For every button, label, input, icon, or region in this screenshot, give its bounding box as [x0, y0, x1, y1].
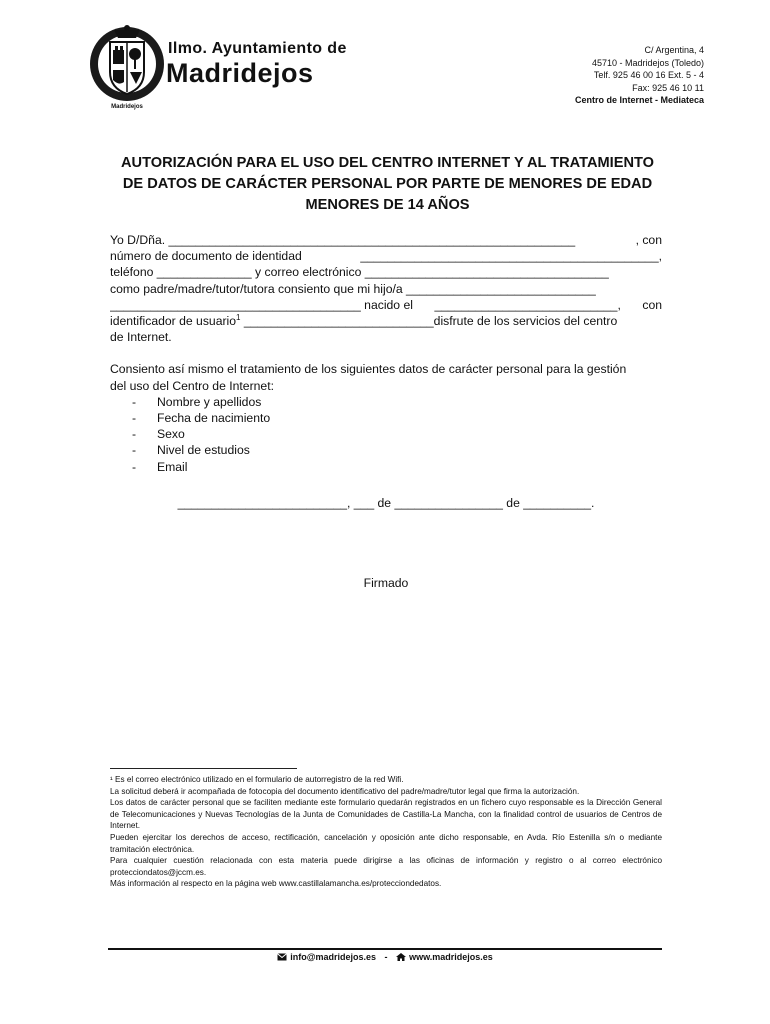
address-city: 45710 - Madridejos (Toledo) — [591, 57, 704, 68]
crest-label: Madridejos — [111, 104, 143, 110]
form-line-user-id — [110, 313, 662, 329]
address-block — [464, 44, 704, 107]
org-name: Madridejos — [166, 58, 314, 88]
phone-email-field[interactable]: teléfono ______________ y correo electrónico ____________________________________ — [110, 265, 609, 280]
footer-website-link[interactable]: www.madridejos.es — [409, 952, 493, 962]
signature-label: Firmado — [363, 576, 409, 590]
bullet-dash: - — [132, 459, 137, 474]
list-item-label: Nombre y apellidos — [157, 394, 262, 409]
form-text: de Internet. — [110, 330, 172, 345]
form-text: identificador de usuario — [110, 314, 237, 329]
footnote-2: La solicitud deberá ir acompañada de fotocopia del documento identificativo del padre/madre/tutor legal que firma la autorización. — [110, 786, 580, 796]
list-item — [110, 410, 662, 426]
footnote-3: Los datos de carácter personal que se faciliten mediante este formulario quedarán registrados en un fichero cuyo responsable es la Dirección General de Telecomunicaciones y Nuevas Tecnologías de la Junta de Comunidades de Castilla-La Mancha, con la finalidad control de usuarios de Centros de Internet. — [110, 798, 662, 831]
guardian-name-field[interactable]: Yo D/Dña. ____________________________________________________________ — [110, 233, 576, 247]
consent-text: del uso del Centro de Internet: — [110, 378, 274, 393]
list-item-label: Email — [157, 459, 188, 474]
id-document-field[interactable]: ____________________________________________, — [360, 249, 662, 264]
footer-divider — [108, 948, 662, 950]
footnote-divider — [110, 768, 297, 769]
address-street: C/ Argentina, 4 — [644, 45, 704, 55]
child-name-continued-field[interactable]: _____________________________________ nacido el — [110, 297, 413, 312]
title-line-1: AUTORIZACIÓN PARA EL USO DEL CENTRO INTERNET Y AL TRATAMIENTO — [121, 155, 654, 171]
bullet-dash: - — [132, 411, 137, 426]
coat-of-arms-icon — [88, 20, 166, 116]
footnote-5: Para cualquier cuestión relacionada con esta materia puede dirigirse a las oficinas de información y registro o al correo electrónico protecciondatos@jccm.es. — [110, 856, 662, 877]
form-text: , con — [635, 233, 662, 247]
document-title — [100, 153, 675, 216]
footer-separator: - — [384, 952, 388, 962]
org-subtitle: Ilmo. Ayuntamiento de — [168, 40, 347, 57]
form-line-birth — [110, 297, 662, 313]
title-line-2: DE DATOS DE CARÁCTER PERSONAL POR PARTE DE MENORES DE EDAD — [122, 176, 653, 192]
list-item — [110, 459, 662, 475]
list-item-label: Sexo — [157, 427, 185, 442]
footer-contact — [108, 952, 662, 962]
list-item-label: Nivel de estudios — [157, 443, 250, 458]
footnote-4: Pueden ejercitar los derechos de acceso, rectificación, cancelación y oposición ante dicho responsable, en Avda. Río Estenilla s/n o mediante tramitación electrónica. — [110, 832, 662, 854]
address-department: Centro de Internet - Mediateca — [574, 95, 704, 105]
bullet-dash: - — [132, 443, 137, 458]
bullet-dash: - — [132, 427, 137, 442]
address-phone: Telf. 925 46 00 16 Ext. 5 - 4 — [593, 70, 704, 80]
address-fax: Fax: 925 46 10 11 — [632, 82, 704, 93]
date-place-field[interactable]: _________________________, ___ de ________________ de __________. — [177, 496, 595, 510]
consent-text: Consiento así mismo el tratamiento de los siguientes datos de carácter personal para la gestión — [110, 362, 627, 377]
child-name-field[interactable]: como padre/madre/tutor/tutora consiento que mi hijo/a ____________________________ — [110, 281, 596, 296]
authorization-form — [110, 232, 662, 475]
form-text: número de documento de identidad — [110, 249, 302, 264]
envelope-icon — [277, 953, 287, 961]
birth-date-field[interactable]: ___________________________, — [434, 297, 621, 312]
footnote-6: Más información al respecto en la página web www.castillalamancha.es/protecciondedatos. — [110, 879, 442, 889]
footer-email-link[interactable]: info@madridejos.es — [290, 952, 377, 962]
data-list — [110, 394, 662, 475]
user-id-field[interactable]: ____________________________disfrute de los servicios del centro — [243, 314, 618, 329]
consent-paragraph — [110, 361, 662, 474]
form-text: con — [642, 297, 662, 312]
form-line-name — [110, 232, 662, 248]
footnotes — [110, 774, 662, 890]
list-item — [110, 442, 662, 458]
home-icon — [396, 953, 406, 961]
list-item — [110, 426, 662, 442]
bullet-dash: - — [132, 394, 137, 409]
form-line-id — [110, 248, 662, 264]
list-item — [110, 394, 662, 410]
footnote-1: ¹ Es el correo electrónico utilizado en el formulario de autorregistro de la red Wifi. — [110, 775, 404, 784]
title-line-3: MENORES DE 14 AÑOS — [305, 197, 470, 213]
footnote-ref: 1 — [236, 313, 241, 322]
list-item-label: Fecha de nacimiento — [157, 411, 271, 426]
